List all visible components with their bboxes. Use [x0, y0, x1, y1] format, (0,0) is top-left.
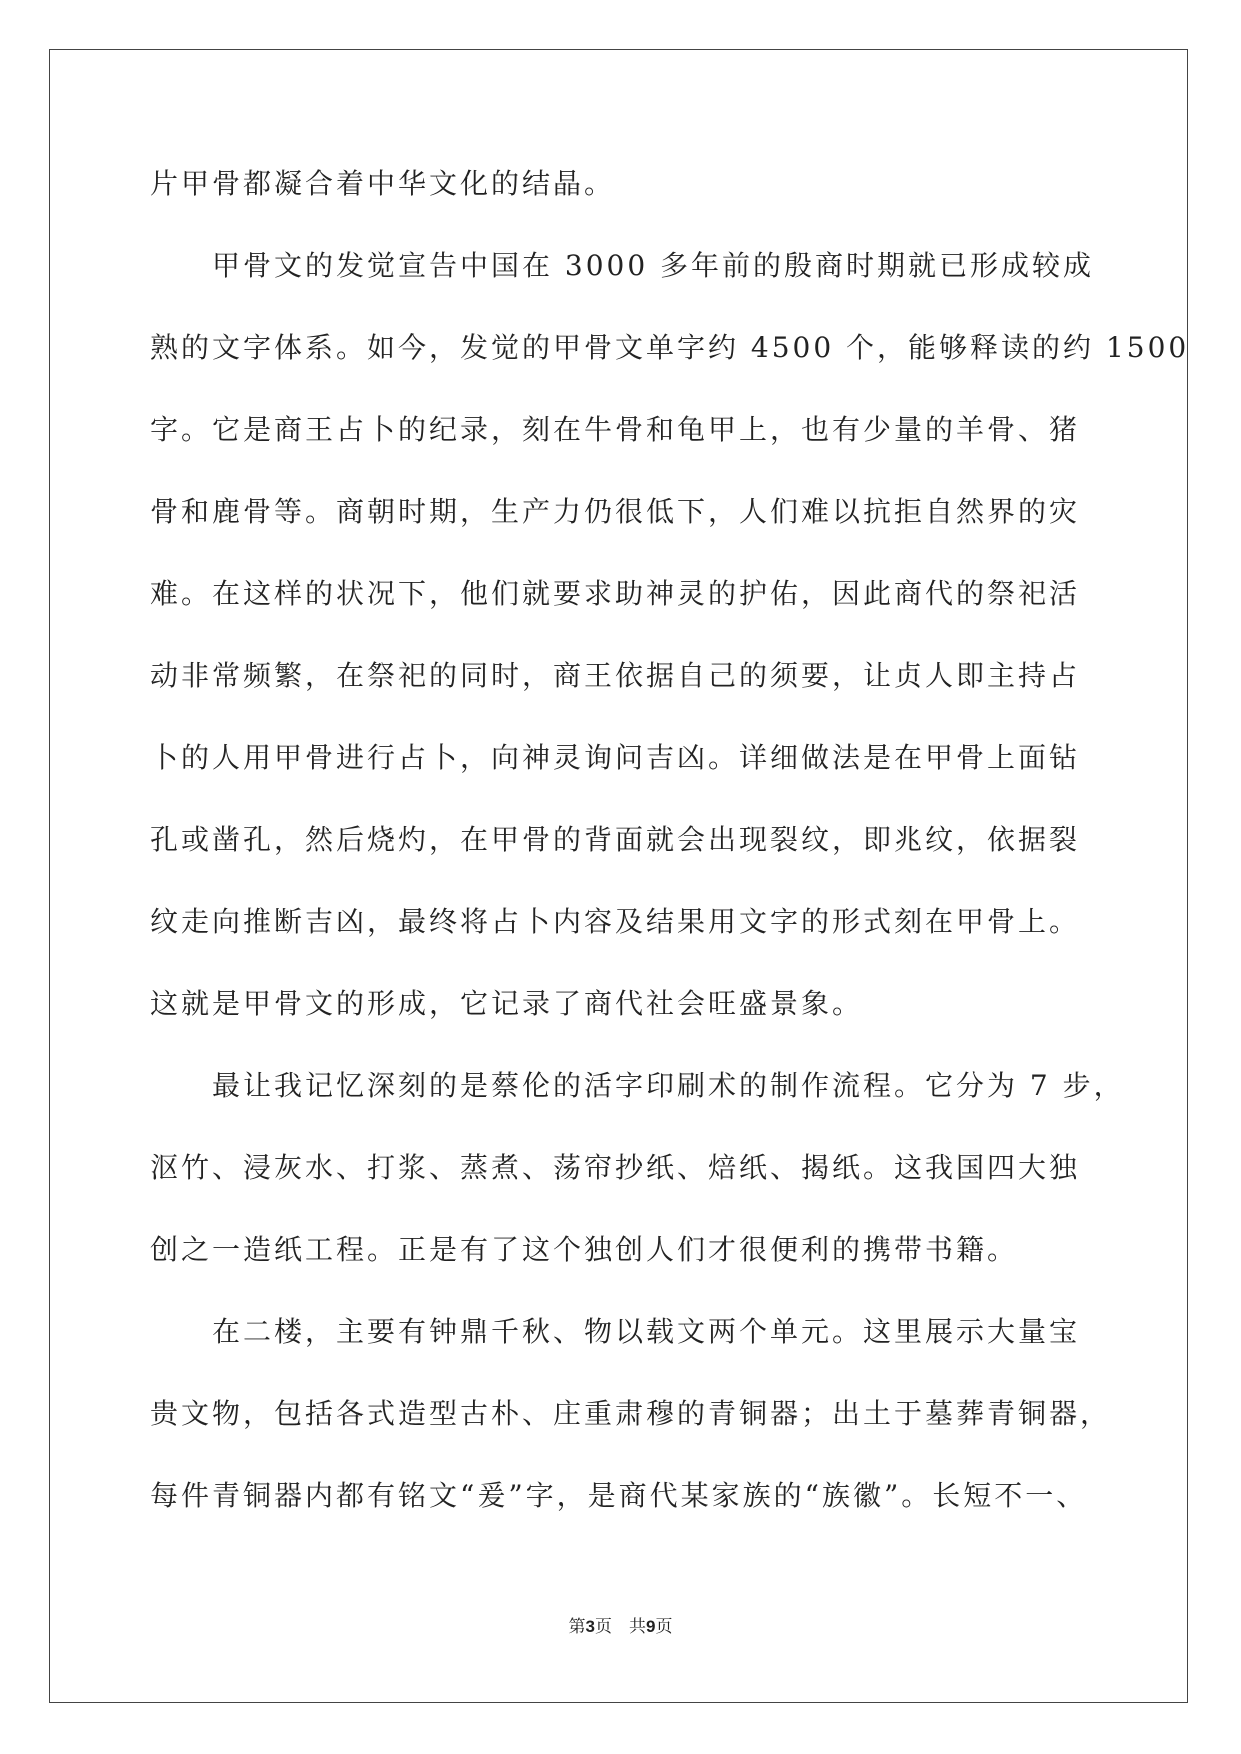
page-total-number: 9 — [646, 1617, 656, 1636]
text-line: 骨和鹿骨等。商朝时期，生产力仍很低下，人们难以抗拒自然界的灾 — [150, 495, 1081, 528]
text-line: 孔或凿孔，然后烧灼，在甲骨的背面就会出现裂纹，即兆纹，依据裂 — [150, 823, 1081, 856]
text-line: 这就是甲骨文的形成，它记录了商代社会旺盛景象。 — [150, 987, 864, 1020]
document-body — [150, 160, 1190, 1554]
text-line: 纹走向推断吉凶，最终将占卜内容及结果用文字的形式刻在甲骨上。 — [150, 905, 1081, 938]
page-footer — [0, 1612, 1241, 1637]
page-suffix: 页 — [655, 1617, 673, 1637]
page-mid-text: 页 共 — [595, 1617, 646, 1637]
page-prefix: 第 — [568, 1617, 586, 1637]
page-current-number: 3 — [585, 1617, 595, 1636]
text-line: 难。在这样的状况下，他们就要求助神灵的护佑，因此商代的祭祀活 — [150, 577, 1081, 610]
text-line: 创之一造纸工程。正是有了这个独创人们才很便利的携带书籍。 — [150, 1233, 1019, 1266]
text-line: 字。它是商王占卜的纪录，刻在牛骨和龟甲上，也有少量的羊骨、猪 — [150, 413, 1081, 446]
text-line: 卜的人用甲骨进行占卜，向神灵询问吉凶。详细做法是在甲骨上面钻 — [150, 741, 1081, 774]
text-line: 沤竹、浸灰水、打浆、蒸煮、荡帘抄纸、焙纸、揭纸。这我国四大独 — [150, 1151, 1081, 1184]
text-line: 每件青铜器内都有铭文“爰”字，是商代某家族的“族徽”。长短不一、 — [150, 1479, 1088, 1512]
paragraph-start-line: 在二楼，主要有钟鼎千秋、物以载文两个单元。这里展示大量宝 — [212, 1315, 1081, 1348]
text-line: 熟的文字体系。如今，发觉的甲骨文单字约 4500 个，能够释读的约 1500 — [150, 331, 1190, 364]
text-line: 贵文物，包括各式造型古朴、庄重肃穆的青铜器；出土于墓葬青铜器， — [150, 1397, 1112, 1430]
text-line: 片甲骨都凝合着中华文化的结晶。 — [150, 167, 616, 200]
paragraph-start-line: 甲骨文的发觉宣告中国在 3000 多年前的殷商时期就已形成较成 — [212, 249, 1095, 282]
paragraph-start-line: 最让我记忆深刻的是蔡伦的活字印刷术的制作流程。它分为 7 步， — [212, 1069, 1125, 1102]
text-line: 动非常频繁，在祭祀的同时，商王依据自己的须要，让贞人即主持占 — [150, 659, 1081, 692]
